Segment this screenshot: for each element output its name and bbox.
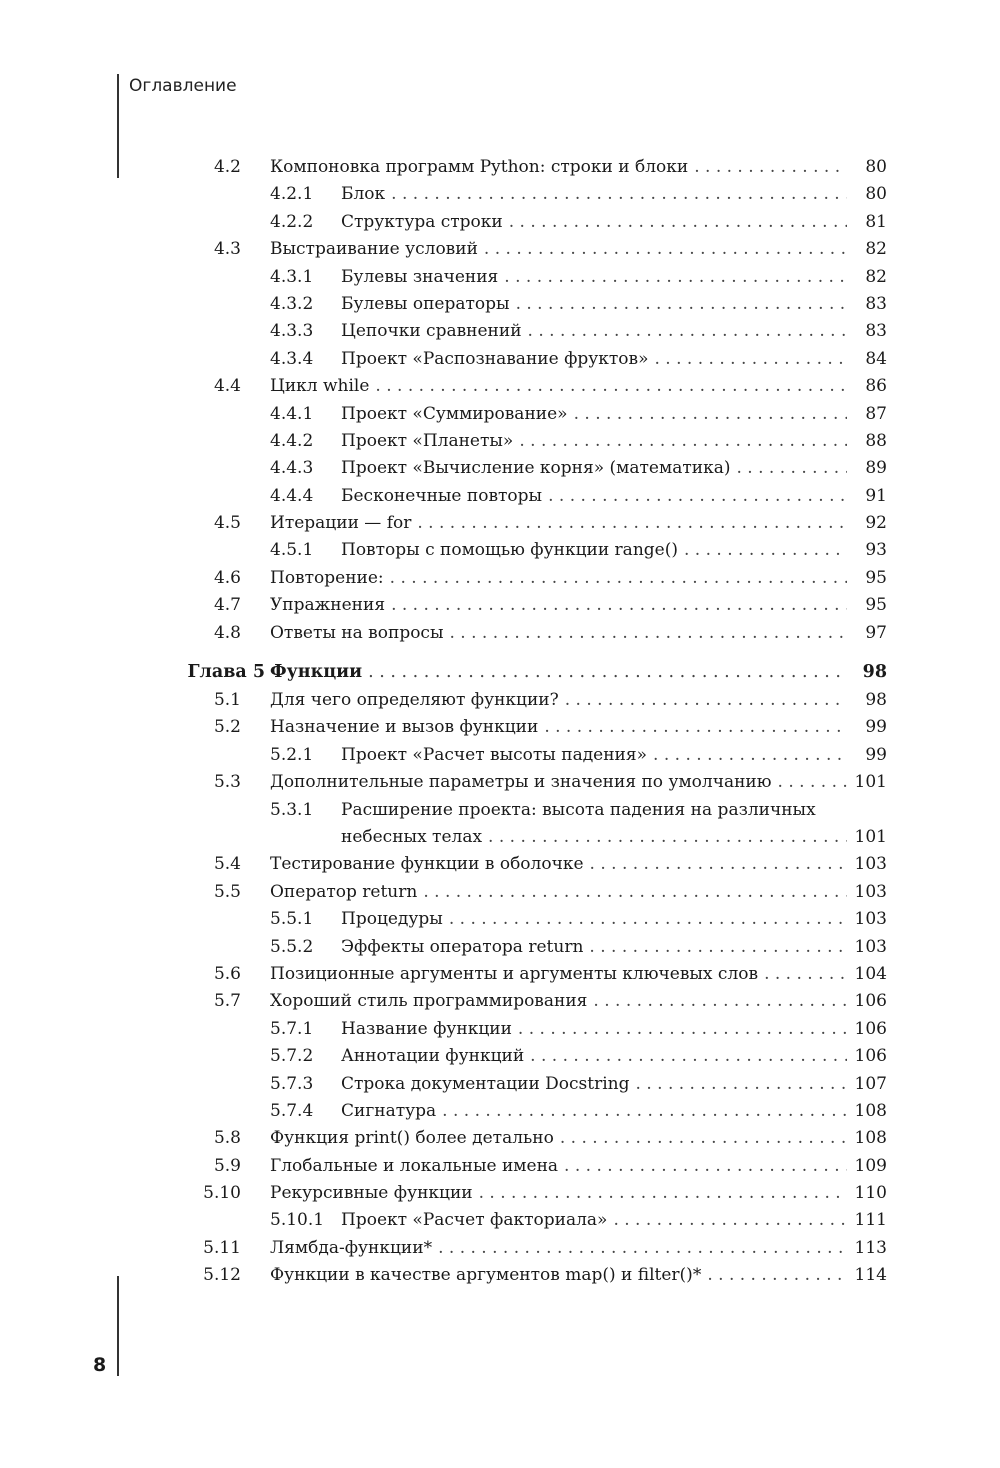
toc-entry-title: Для чего определяют функции? <box>270 690 559 711</box>
toc-entry-title: Позиционные аргументы и аргументы ключевых слов <box>270 963 759 984</box>
toc-entry-page: 113 <box>854 1237 887 1258</box>
toc-entry-title: Проект «Расчет высоты падения» <box>341 744 648 765</box>
toc-entry[interactable] <box>0 1180 1000 1207</box>
toc-entry-title: Процедуры <box>341 909 443 930</box>
toc-entry-number: 5.12 <box>203 1265 241 1286</box>
toc-entry[interactable] <box>0 1016 1000 1043</box>
toc-entry-title: Хороший стиль программирования <box>270 991 588 1012</box>
toc-entry-title: Повторы с помощью функции range() <box>341 540 678 561</box>
dot-leader <box>560 1125 847 1152</box>
dot-leader <box>449 906 847 933</box>
toc-entry-number: 5.5.1 <box>270 909 314 930</box>
toc-entry[interactable] <box>0 742 1000 769</box>
toc-entry-title: Тестирование функции в оболочке <box>270 854 584 875</box>
dot-leader <box>694 154 847 181</box>
toc-entry-title: Проект «Суммирование» <box>341 403 568 424</box>
toc-entry-title: Глобальные и локальные имена <box>270 1155 559 1176</box>
toc-entry-title: Лямбда-функции* <box>270 1237 433 1258</box>
dot-leader <box>442 1098 846 1125</box>
toc-entry[interactable] <box>0 906 1000 933</box>
dot-leader <box>509 209 847 236</box>
dot-leader <box>391 592 847 619</box>
toc-entry-page: 104 <box>854 963 887 984</box>
toc-entry[interactable] <box>0 988 1000 1015</box>
toc-entry-number: 5.5.2 <box>270 936 314 957</box>
toc-entry[interactable] <box>0 620 1000 647</box>
toc-entry-page: 98 <box>865 690 887 711</box>
toc-entry[interactable] <box>0 1098 1000 1125</box>
toc-entry-number: 4.3.3 <box>270 321 314 342</box>
toc-entry-number: 4.3 <box>213 239 241 260</box>
toc-entry-page: 92 <box>865 513 887 534</box>
toc-entry-title: Итерации — for <box>270 513 412 534</box>
toc-entry-number: 5.7.2 <box>270 1046 314 1067</box>
toc-entry-title: Проект «Вычисление корня» (математика) <box>341 458 731 479</box>
dot-leader <box>589 934 846 961</box>
toc-entry-page: 99 <box>865 744 887 765</box>
toc-entry-page: 110 <box>854 1183 887 1204</box>
toc-entry-number: 5.1 <box>213 690 241 711</box>
toc-entry-page: 106 <box>854 1046 887 1067</box>
dot-leader <box>488 824 847 851</box>
dot-leader <box>593 988 846 1015</box>
toc-entry-title: Упражнения <box>270 595 386 616</box>
dot-leader <box>707 1262 846 1289</box>
toc-chapter[interactable] <box>0 657 1000 687</box>
toc-entry[interactable] <box>0 209 1000 236</box>
toc-entry-page: 108 <box>854 1128 887 1149</box>
toc-entry-page: 87 <box>865 403 887 424</box>
dot-leader <box>417 510 847 537</box>
toc-entry[interactable] <box>0 879 1000 906</box>
toc-entry-page: 80 <box>865 184 887 205</box>
toc-entry-title: Оператор return <box>270 881 418 902</box>
dot-leader <box>368 657 847 687</box>
dot-leader <box>636 1071 847 1098</box>
toc-entry-title: Проект «Распознавание фруктов» <box>341 348 649 369</box>
dot-leader <box>375 373 847 400</box>
dot-leader <box>450 620 848 647</box>
dot-leader <box>655 346 848 373</box>
toc-entry-number: 5.11 <box>203 1237 241 1258</box>
toc-entry[interactable] <box>0 1153 1000 1180</box>
toc-entry-number: 4.3.4 <box>270 348 314 369</box>
toc-entry-page: 106 <box>854 991 887 1012</box>
toc-entry[interactable] <box>0 687 1000 714</box>
running-header: Оглавление <box>129 76 237 96</box>
dot-leader <box>423 879 846 906</box>
toc-entry-number: 5.6 <box>213 963 241 984</box>
toc-entry[interactable] <box>0 236 1000 263</box>
toc-entry-page: 106 <box>854 1018 887 1039</box>
toc-entry-title: Функции в качестве аргументов map() и filter()* <box>270 1265 702 1286</box>
toc-entry-title: Дополнительные параметры и значения по умолчанию <box>270 772 772 793</box>
toc-entry-title: Выстраивание условий <box>270 239 478 260</box>
toc-entry-number: 5.2 <box>213 717 241 738</box>
toc-entry-number: 4.2 <box>213 157 241 177</box>
toc-entry-title: Структура строки <box>341 211 503 232</box>
toc-entry[interactable] <box>0 714 1000 741</box>
toc-entry-page: 82 <box>865 239 887 260</box>
toc-entry-page: 84 <box>865 348 887 369</box>
toc-entry-number: 5.4 <box>213 854 241 875</box>
toc-entry-number: 5.5 <box>213 881 241 902</box>
toc-entry-title: Аннотации функций <box>341 1046 525 1067</box>
toc-entry-number: 5.3.1 <box>270 799 314 820</box>
toc-entry[interactable] <box>0 1235 1000 1262</box>
dot-leader <box>438 1235 846 1262</box>
toc-entry-page: 103 <box>854 936 887 957</box>
table-of-contents <box>0 154 1000 1290</box>
toc-entry[interactable] <box>0 934 1000 961</box>
toc-entry[interactable] <box>0 401 1000 428</box>
toc-entry-page: 107 <box>854 1073 887 1094</box>
toc-entry-page: 103 <box>854 854 887 875</box>
page-number: 8 <box>93 1354 107 1376</box>
dot-leader <box>390 565 847 592</box>
dot-leader <box>574 401 847 428</box>
toc-entry-page: 91 <box>865 485 887 506</box>
toc-entry-title: Рекурсивные функции <box>270 1183 473 1204</box>
dot-leader <box>590 851 847 878</box>
toc-entry-title: Функция print() более детально <box>270 1128 554 1149</box>
toc-entry[interactable] <box>0 510 1000 537</box>
dot-leader <box>484 236 847 263</box>
dot-leader <box>653 742 847 769</box>
toc-entry-title: Расширение проекта: высота падения на различных <box>341 799 816 820</box>
toc-entry-page: 97 <box>865 622 887 643</box>
toc-entry-number: 4.7 <box>213 595 241 616</box>
toc-entry-page: 83 <box>865 321 887 342</box>
toc-entry-title: Ответы на вопросы <box>270 622 444 643</box>
toc-entry-number: 5.7.3 <box>270 1073 314 1094</box>
dot-leader <box>736 455 847 482</box>
dot-leader <box>613 1207 846 1234</box>
toc-entry-title: Булевы операторы <box>341 293 510 314</box>
toc-entry[interactable] <box>0 1071 1000 1098</box>
toc-entry-page: 82 <box>865 266 887 287</box>
toc-entry[interactable] <box>0 455 1000 482</box>
toc-entry-page: 108 <box>854 1100 887 1121</box>
toc-entry[interactable] <box>0 264 1000 291</box>
toc-entry-title: Повторение: <box>270 567 384 588</box>
toc-entry-title: Строка документации Docstring <box>341 1073 630 1094</box>
toc-entry[interactable] <box>0 428 1000 455</box>
toc-entry[interactable] <box>0 851 1000 878</box>
toc-entry[interactable] <box>0 1207 1000 1234</box>
toc-entry-number: 4.3.1 <box>270 266 314 287</box>
toc-entry[interactable] <box>0 318 1000 345</box>
toc-entry-page: 95 <box>865 567 887 588</box>
toc-entry[interactable] <box>0 537 1000 564</box>
toc-entry-page: 83 <box>865 293 887 314</box>
toc-entry-title: Цепочки сравнений <box>341 321 522 342</box>
dot-leader <box>518 1016 847 1043</box>
toc-entry-page: 103 <box>854 881 887 902</box>
toc-entry-number: 5.3 <box>213 772 241 793</box>
toc-entry-title: Бесконечные повторы <box>341 485 543 506</box>
toc-entry-page: 98 <box>862 662 887 683</box>
toc-entry[interactable] <box>0 961 1000 988</box>
toc-entry-number: Глава 5 <box>187 662 265 683</box>
toc-entry-number: 5.7 <box>213 991 241 1012</box>
toc-entry[interactable] <box>0 797 1000 824</box>
toc-entry-number: 4.6 <box>213 567 241 588</box>
toc-entry[interactable] <box>0 181 1000 208</box>
dot-leader <box>564 1153 847 1180</box>
toc-entry-number: 5.10 <box>203 1183 241 1204</box>
toc-entry-title: Булевы значения <box>341 266 499 287</box>
toc-entry-page: 101 <box>854 772 887 793</box>
toc-entry-number: 5.9 <box>213 1155 241 1176</box>
toc-entry-title-continuation: небесных телах <box>341 826 483 847</box>
dot-leader <box>528 318 847 345</box>
toc-entry-number: 5.7.1 <box>270 1018 314 1039</box>
dot-leader <box>516 291 847 318</box>
toc-entry-page: 80 <box>865 157 887 177</box>
toc-entry-number: 4.4.3 <box>270 458 314 479</box>
toc-entry-page: 93 <box>865 540 887 561</box>
dot-leader <box>764 961 846 988</box>
toc-entry-number: 4.4.4 <box>270 485 314 506</box>
toc-entry-number: 5.10.1 <box>270 1210 325 1231</box>
toc-entry-number: 5.7.4 <box>270 1100 314 1121</box>
toc-entry-title: Функции <box>270 662 363 683</box>
dot-leader <box>565 687 847 714</box>
toc-entry-number: 4.8 <box>213 622 241 643</box>
toc-entry-number: 4.5 <box>213 513 241 534</box>
dot-leader <box>504 264 847 291</box>
dot-leader <box>530 1043 846 1070</box>
toc-entry-title: Название функции <box>341 1018 512 1039</box>
toc-entry-title: Назначение и вызов функции <box>270 717 539 738</box>
toc-entry-number: 4.2.1 <box>270 184 314 205</box>
toc-entry-page: 111 <box>854 1210 887 1231</box>
toc-entry-page: 114 <box>854 1265 887 1286</box>
dot-leader <box>548 483 847 510</box>
toc-entry-number: 4.2.2 <box>270 211 314 232</box>
toc-entry[interactable] <box>0 1125 1000 1152</box>
dot-leader <box>391 181 847 208</box>
toc-entry[interactable] <box>0 592 1000 619</box>
dot-leader <box>479 1180 847 1207</box>
toc-entry[interactable] <box>0 769 1000 796</box>
footer-rule <box>117 1276 119 1376</box>
toc-entry-page: 88 <box>865 430 887 451</box>
toc-entry[interactable] <box>0 373 1000 400</box>
dot-leader <box>778 769 847 796</box>
toc-entry-page: 86 <box>865 376 887 397</box>
toc-entry-page: 81 <box>865 211 887 232</box>
toc-entry-page: 101 <box>854 826 887 847</box>
toc-entry-number: 4.3.2 <box>270 293 314 314</box>
toc-entry-title: Проект «Расчет факториала» <box>341 1210 608 1231</box>
toc-entry-page: 103 <box>854 909 887 930</box>
toc-entry[interactable] <box>0 154 1000 181</box>
toc-entry-title: Проект «Планеты» <box>341 430 514 451</box>
toc-entry-title: Блок <box>341 184 386 205</box>
toc-entry-continuation[interactable] <box>0 824 1000 851</box>
dot-leader <box>519 428 847 455</box>
toc-entry[interactable] <box>0 291 1000 318</box>
toc-entry-number: 4.4.1 <box>270 403 314 424</box>
toc-entry-title: Сигнатура <box>341 1100 437 1121</box>
dot-leader <box>684 537 847 564</box>
dot-leader <box>544 714 847 741</box>
toc-entry-title: Эффекты оператора return <box>341 936 584 957</box>
toc-entry-page: 89 <box>865 458 887 479</box>
toc-entry-number: 4.4 <box>213 376 241 397</box>
toc-entry-title: Компоновка программ Python: строки и блоки <box>270 157 689 177</box>
toc-entry-number: 4.4.2 <box>270 430 314 451</box>
toc-entry[interactable] <box>0 483 1000 510</box>
toc-entry-number: 5.2.1 <box>270 744 314 765</box>
toc-entry-page: 99 <box>865 717 887 738</box>
toc-entry[interactable] <box>0 1043 1000 1070</box>
toc-entry-title: Цикл while <box>270 376 370 397</box>
toc-entry-page: 109 <box>854 1155 887 1176</box>
toc-entry-number: 5.8 <box>213 1128 241 1149</box>
toc-entry[interactable] <box>0 1262 1000 1289</box>
toc-entry[interactable] <box>0 346 1000 373</box>
toc-entry-page: 95 <box>865 595 887 616</box>
toc-entry-number: 4.5.1 <box>270 540 314 561</box>
toc-entry[interactable] <box>0 565 1000 592</box>
